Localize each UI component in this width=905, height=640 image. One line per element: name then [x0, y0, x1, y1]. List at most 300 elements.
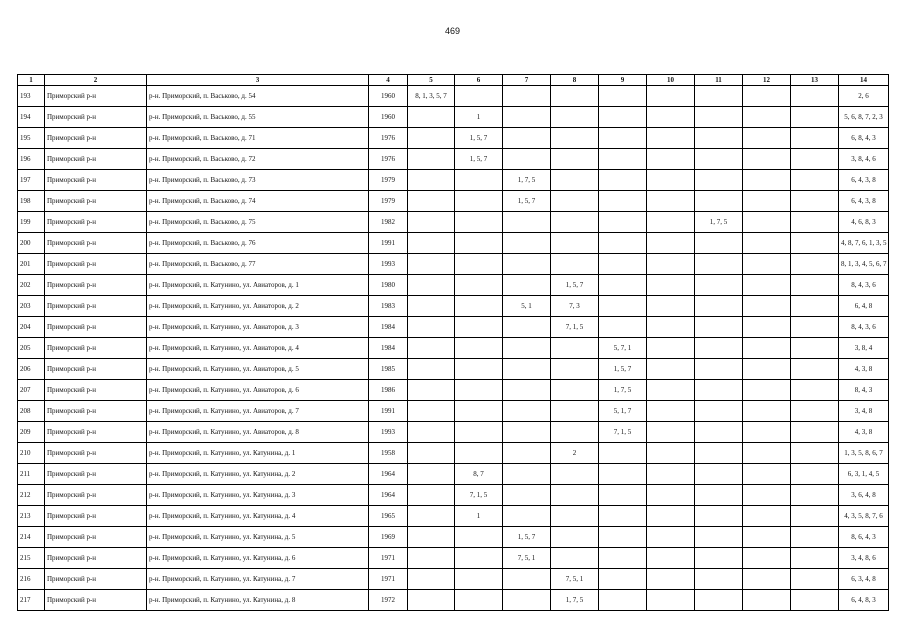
cell-col-13	[791, 296, 839, 317]
cell-col-7	[503, 128, 551, 149]
cell-col-8: 1, 5, 7	[551, 275, 599, 296]
cell-col-5	[408, 233, 455, 254]
cell-col-1: 206	[18, 359, 45, 380]
cell-col-14: 6, 4, 8, 3	[839, 590, 889, 611]
cell-col-14: 3, 8, 4	[839, 338, 889, 359]
cell-col-8	[551, 191, 599, 212]
cell-col-7: 5, 1	[503, 296, 551, 317]
cell-col-8	[551, 506, 599, 527]
cell-col-9	[599, 569, 647, 590]
cell-col-3: р-н. Приморский, п. Катунино, ул. Авиаторов, д. 6	[147, 380, 369, 401]
cell-col-9	[599, 485, 647, 506]
cell-col-13	[791, 128, 839, 149]
column-header-4: 4	[369, 75, 408, 86]
cell-col-13	[791, 359, 839, 380]
cell-col-14: 6, 3, 1, 4, 5	[839, 464, 889, 485]
cell-col-7	[503, 149, 551, 170]
cell-col-11	[695, 128, 743, 149]
cell-col-14: 3, 4, 8, 6	[839, 548, 889, 569]
cell-col-8: 7, 5, 1	[551, 569, 599, 590]
cell-col-12	[743, 191, 791, 212]
cell-col-13	[791, 485, 839, 506]
cell-col-6	[455, 527, 503, 548]
column-header-7: 7	[503, 75, 551, 86]
cell-col-5	[408, 275, 455, 296]
cell-col-6	[455, 401, 503, 422]
cell-col-10	[647, 317, 695, 338]
cell-col-8	[551, 86, 599, 107]
cell-col-1: 194	[18, 107, 45, 128]
cell-col-4: 1972	[369, 590, 408, 611]
cell-col-8	[551, 464, 599, 485]
cell-col-7	[503, 254, 551, 275]
cell-col-13	[791, 464, 839, 485]
table-row	[18, 527, 889, 548]
cell-col-12	[743, 338, 791, 359]
cell-col-3: р-н. Приморский, п. Катунино, ул. Катунина, д. 4	[147, 506, 369, 527]
cell-col-2: Приморский р-н	[45, 170, 147, 191]
cell-col-6	[455, 317, 503, 338]
cell-col-14: 3, 4, 8	[839, 401, 889, 422]
cell-col-14: 4, 3, 8	[839, 359, 889, 380]
cell-col-2: Приморский р-н	[45, 569, 147, 590]
cell-col-12	[743, 149, 791, 170]
cell-col-10	[647, 338, 695, 359]
cell-col-2: Приморский р-н	[45, 590, 147, 611]
cell-col-4: 1979	[369, 170, 408, 191]
table-row	[18, 191, 889, 212]
cell-col-5	[408, 212, 455, 233]
cell-col-13	[791, 590, 839, 611]
cell-col-3: р-н. Приморский, п. Катунино, ул. Авиаторов, д. 7	[147, 401, 369, 422]
cell-col-1: 193	[18, 86, 45, 107]
cell-col-3: р-н. Приморский, п. Катунино, ул. Катунина, д. 5	[147, 527, 369, 548]
cell-col-14: 8, 6, 4, 3	[839, 527, 889, 548]
cell-col-3: р-н. Приморский, п. Васьково, д. 75	[147, 212, 369, 233]
cell-col-11: 1, 7, 5	[695, 212, 743, 233]
cell-col-13	[791, 233, 839, 254]
cell-col-6	[455, 212, 503, 233]
cell-col-6	[455, 443, 503, 464]
cell-col-9: 1, 5, 7	[599, 359, 647, 380]
cell-col-12	[743, 317, 791, 338]
cell-col-8: 7, 3	[551, 296, 599, 317]
column-header-3: 3	[147, 75, 369, 86]
cell-col-2: Приморский р-н	[45, 149, 147, 170]
cell-col-10	[647, 380, 695, 401]
cell-col-7	[503, 590, 551, 611]
table-row	[18, 296, 889, 317]
cell-col-2: Приморский р-н	[45, 254, 147, 275]
cell-col-5	[408, 527, 455, 548]
cell-col-6	[455, 422, 503, 443]
cell-col-6	[455, 380, 503, 401]
cell-col-3: р-н. Приморский, п. Катунино, ул. Авиаторов, д. 5	[147, 359, 369, 380]
cell-col-6	[455, 359, 503, 380]
cell-col-10	[647, 254, 695, 275]
cell-col-10	[647, 401, 695, 422]
cell-col-12	[743, 128, 791, 149]
cell-col-13	[791, 548, 839, 569]
cell-col-2: Приморский р-н	[45, 548, 147, 569]
table-header	[18, 75, 889, 86]
cell-col-10	[647, 296, 695, 317]
cell-col-7	[503, 359, 551, 380]
cell-col-9	[599, 170, 647, 191]
cell-col-8	[551, 338, 599, 359]
cell-col-1: 201	[18, 254, 45, 275]
cell-col-4: 1979	[369, 191, 408, 212]
cell-col-2: Приморский р-н	[45, 191, 147, 212]
cell-col-4: 1984	[369, 338, 408, 359]
cell-col-12	[743, 569, 791, 590]
cell-col-12	[743, 275, 791, 296]
cell-col-13	[791, 443, 839, 464]
cell-col-9	[599, 590, 647, 611]
cell-col-7	[503, 401, 551, 422]
cell-col-7	[503, 464, 551, 485]
cell-col-14: 8, 4, 3, 6	[839, 275, 889, 296]
cell-col-3: р-н. Приморский, п. Катунино, ул. Катунина, д. 2	[147, 464, 369, 485]
cell-col-9	[599, 128, 647, 149]
cell-col-14: 3, 8, 4, 6	[839, 149, 889, 170]
cell-col-11	[695, 149, 743, 170]
cell-col-11	[695, 380, 743, 401]
cell-col-1: 196	[18, 149, 45, 170]
cell-col-4: 1958	[369, 443, 408, 464]
cell-col-13	[791, 338, 839, 359]
cell-col-5	[408, 128, 455, 149]
cell-col-7	[503, 338, 551, 359]
cell-col-3: р-н. Приморский, п. Васьково, д. 74	[147, 191, 369, 212]
table-row	[18, 128, 889, 149]
cell-col-5	[408, 569, 455, 590]
cell-col-12	[743, 254, 791, 275]
cell-col-4: 1971	[369, 569, 408, 590]
cell-col-10	[647, 170, 695, 191]
cell-col-6: 1, 5, 7	[455, 149, 503, 170]
cell-col-4: 1980	[369, 275, 408, 296]
cell-col-8: 1, 7, 5	[551, 590, 599, 611]
cell-col-10	[647, 275, 695, 296]
cell-col-7	[503, 212, 551, 233]
cell-col-2: Приморский р-н	[45, 443, 147, 464]
cell-col-1: 215	[18, 548, 45, 569]
cell-col-11	[695, 338, 743, 359]
cell-col-5	[408, 317, 455, 338]
cell-col-3: р-н. Приморский, п. Катунино, ул. Катунина, д. 1	[147, 443, 369, 464]
table-row	[18, 149, 889, 170]
cell-col-14: 4, 6, 8, 3	[839, 212, 889, 233]
cell-col-11	[695, 548, 743, 569]
cell-col-9	[599, 212, 647, 233]
cell-col-1: 207	[18, 380, 45, 401]
table-row	[18, 401, 889, 422]
cell-col-11	[695, 191, 743, 212]
cell-col-4: 1983	[369, 296, 408, 317]
cell-col-4: 1971	[369, 548, 408, 569]
cell-col-6: 1	[455, 107, 503, 128]
table-row	[18, 212, 889, 233]
cell-col-2: Приморский р-н	[45, 464, 147, 485]
cell-col-11	[695, 359, 743, 380]
cell-col-13	[791, 275, 839, 296]
table-row	[18, 464, 889, 485]
cell-col-2: Приморский р-н	[45, 380, 147, 401]
cell-col-2: Приморский р-н	[45, 107, 147, 128]
cell-col-10	[647, 548, 695, 569]
cell-col-4: 1991	[369, 233, 408, 254]
cell-col-8	[551, 149, 599, 170]
cell-col-10	[647, 212, 695, 233]
cell-col-6	[455, 569, 503, 590]
cell-col-4: 1991	[369, 401, 408, 422]
cell-col-1: 210	[18, 443, 45, 464]
cell-col-10	[647, 527, 695, 548]
cell-col-8: 2	[551, 443, 599, 464]
cell-col-4: 1986	[369, 380, 408, 401]
cell-col-6: 7, 1, 5	[455, 485, 503, 506]
table-row	[18, 548, 889, 569]
cell-col-8: 7, 1, 5	[551, 317, 599, 338]
cell-col-8	[551, 548, 599, 569]
cell-col-5	[408, 548, 455, 569]
table-row	[18, 254, 889, 275]
table-row	[18, 506, 889, 527]
cell-col-14: 2, 6	[839, 86, 889, 107]
cell-col-12	[743, 443, 791, 464]
table-row	[18, 338, 889, 359]
cell-col-2: Приморский р-н	[45, 86, 147, 107]
cell-col-14: 6, 3, 4, 8	[839, 569, 889, 590]
cell-col-4: 1993	[369, 254, 408, 275]
cell-col-3: р-н. Приморский, п. Катунино, ул. Авиаторов, д. 4	[147, 338, 369, 359]
cell-col-2: Приморский р-н	[45, 422, 147, 443]
cell-col-1: 204	[18, 317, 45, 338]
cell-col-13	[791, 401, 839, 422]
cell-col-2: Приморский р-н	[45, 275, 147, 296]
cell-col-2: Приморский р-н	[45, 233, 147, 254]
cell-col-3: р-н. Приморский, п. Катунино, ул. Авиаторов, д. 2	[147, 296, 369, 317]
cell-col-9	[599, 296, 647, 317]
cell-col-2: Приморский р-н	[45, 128, 147, 149]
cell-col-3: р-н. Приморский, п. Васьково, д. 55	[147, 107, 369, 128]
register-table	[17, 74, 889, 611]
cell-col-12	[743, 359, 791, 380]
cell-col-11	[695, 506, 743, 527]
cell-col-5	[408, 443, 455, 464]
cell-col-2: Приморский р-н	[45, 527, 147, 548]
cell-col-8	[551, 422, 599, 443]
cell-col-4: 1993	[369, 422, 408, 443]
cell-col-11	[695, 401, 743, 422]
cell-col-2: Приморский р-н	[45, 338, 147, 359]
cell-col-7: 1, 7, 5	[503, 170, 551, 191]
cell-col-6	[455, 590, 503, 611]
cell-col-11	[695, 485, 743, 506]
cell-col-3: р-н. Приморский, п. Катунино, ул. Авиаторов, д. 1	[147, 275, 369, 296]
cell-col-4: 1960	[369, 107, 408, 128]
table-row	[18, 380, 889, 401]
cell-col-5	[408, 485, 455, 506]
cell-col-6: 1	[455, 506, 503, 527]
cell-col-13	[791, 212, 839, 233]
cell-col-3: р-н. Приморский, п. Васьково, д. 73	[147, 170, 369, 191]
cell-col-10	[647, 149, 695, 170]
cell-col-1: 202	[18, 275, 45, 296]
cell-col-12	[743, 590, 791, 611]
cell-col-1: 195	[18, 128, 45, 149]
table-row	[18, 359, 889, 380]
column-header-12: 12	[743, 75, 791, 86]
cell-col-1: 208	[18, 401, 45, 422]
cell-col-11	[695, 527, 743, 548]
cell-col-12	[743, 506, 791, 527]
column-header-11: 11	[695, 75, 743, 86]
cell-col-9: 7, 1, 5	[599, 422, 647, 443]
cell-col-5	[408, 422, 455, 443]
cell-col-12	[743, 485, 791, 506]
cell-col-11	[695, 170, 743, 191]
cell-col-4: 1976	[369, 128, 408, 149]
cell-col-8	[551, 401, 599, 422]
cell-col-6	[455, 275, 503, 296]
cell-col-2: Приморский р-н	[45, 317, 147, 338]
cell-col-13	[791, 317, 839, 338]
cell-col-11	[695, 422, 743, 443]
cell-col-11	[695, 569, 743, 590]
table-row	[18, 569, 889, 590]
cell-col-11	[695, 107, 743, 128]
cell-col-4: 1960	[369, 86, 408, 107]
cell-col-5	[408, 149, 455, 170]
column-header-8: 8	[551, 75, 599, 86]
cell-col-12	[743, 212, 791, 233]
cell-col-10	[647, 485, 695, 506]
cell-col-10	[647, 107, 695, 128]
cell-col-12	[743, 296, 791, 317]
cell-col-7	[503, 380, 551, 401]
cell-col-7	[503, 485, 551, 506]
cell-col-1: 216	[18, 569, 45, 590]
cell-col-3: р-н. Приморский, п. Катунино, ул. Катунина, д. 7	[147, 569, 369, 590]
cell-col-14: 6, 4, 3, 8	[839, 170, 889, 191]
cell-col-1: 200	[18, 233, 45, 254]
cell-col-8	[551, 128, 599, 149]
cell-col-5	[408, 590, 455, 611]
cell-col-7	[503, 569, 551, 590]
cell-col-8	[551, 359, 599, 380]
cell-col-2: Приморский р-н	[45, 359, 147, 380]
cell-col-3: р-н. Приморский, п. Катунино, ул. Авиаторов, д. 8	[147, 422, 369, 443]
table-body	[18, 86, 889, 611]
cell-col-2: Приморский р-н	[45, 506, 147, 527]
cell-col-4: 1969	[369, 527, 408, 548]
cell-col-13	[791, 170, 839, 191]
cell-col-4: 1985	[369, 359, 408, 380]
cell-col-9	[599, 233, 647, 254]
cell-col-11	[695, 86, 743, 107]
cell-col-11	[695, 590, 743, 611]
cell-col-3: р-н. Приморский, п. Катунино, ул. Катунина, д. 6	[147, 548, 369, 569]
cell-col-7	[503, 86, 551, 107]
cell-col-11	[695, 233, 743, 254]
table-row	[18, 590, 889, 611]
cell-col-6	[455, 296, 503, 317]
cell-col-9	[599, 527, 647, 548]
cell-col-1: 213	[18, 506, 45, 527]
cell-col-7	[503, 422, 551, 443]
cell-col-13	[791, 569, 839, 590]
cell-col-9: 5, 1, 7	[599, 401, 647, 422]
cell-col-4: 1984	[369, 317, 408, 338]
cell-col-4: 1982	[369, 212, 408, 233]
cell-col-14: 4, 8, 7, 6, 1, 3, 5	[839, 233, 889, 254]
cell-col-4: 1964	[369, 464, 408, 485]
cell-col-6	[455, 338, 503, 359]
table-row	[18, 233, 889, 254]
cell-col-14: 1, 3, 5, 8, 6, 7	[839, 443, 889, 464]
cell-col-7: 1, 5, 7	[503, 191, 551, 212]
cell-col-12	[743, 233, 791, 254]
cell-col-9	[599, 275, 647, 296]
cell-col-12	[743, 86, 791, 107]
cell-col-9	[599, 548, 647, 569]
cell-col-11	[695, 464, 743, 485]
cell-col-13	[791, 527, 839, 548]
cell-col-10	[647, 590, 695, 611]
cell-col-5	[408, 191, 455, 212]
cell-col-10	[647, 422, 695, 443]
cell-col-8	[551, 254, 599, 275]
cell-col-12	[743, 422, 791, 443]
cell-col-7	[503, 233, 551, 254]
cell-col-10	[647, 443, 695, 464]
cell-col-14: 8, 4, 3, 6	[839, 317, 889, 338]
table-row	[18, 275, 889, 296]
cell-col-3: р-н. Приморский, п. Катунино, ул. Авиаторов, д. 3	[147, 317, 369, 338]
cell-col-5	[408, 296, 455, 317]
table-row	[18, 107, 889, 128]
cell-col-8	[551, 527, 599, 548]
cell-col-7	[503, 107, 551, 128]
cell-col-7: 7, 5, 1	[503, 548, 551, 569]
cell-col-6: 8, 7	[455, 464, 503, 485]
table-row	[18, 86, 889, 107]
cell-col-14: 4, 3, 8	[839, 422, 889, 443]
cell-col-7	[503, 317, 551, 338]
column-header-1: 1	[18, 75, 45, 86]
cell-col-13	[791, 149, 839, 170]
cell-col-3: р-н. Приморский, п. Васьково, д. 54	[147, 86, 369, 107]
cell-col-5: 8, 1, 3, 5, 7	[408, 86, 455, 107]
cell-col-13	[791, 86, 839, 107]
cell-col-9	[599, 254, 647, 275]
column-header-6: 6	[455, 75, 503, 86]
cell-col-8	[551, 380, 599, 401]
cell-col-5	[408, 107, 455, 128]
cell-col-3: р-н. Приморский, п. Васьково, д. 77	[147, 254, 369, 275]
table-row	[18, 317, 889, 338]
cell-col-9	[599, 443, 647, 464]
cell-col-8	[551, 233, 599, 254]
cell-col-6	[455, 548, 503, 569]
cell-col-10	[647, 569, 695, 590]
cell-col-6	[455, 191, 503, 212]
cell-col-5	[408, 506, 455, 527]
cell-col-13	[791, 191, 839, 212]
cell-col-1: 198	[18, 191, 45, 212]
